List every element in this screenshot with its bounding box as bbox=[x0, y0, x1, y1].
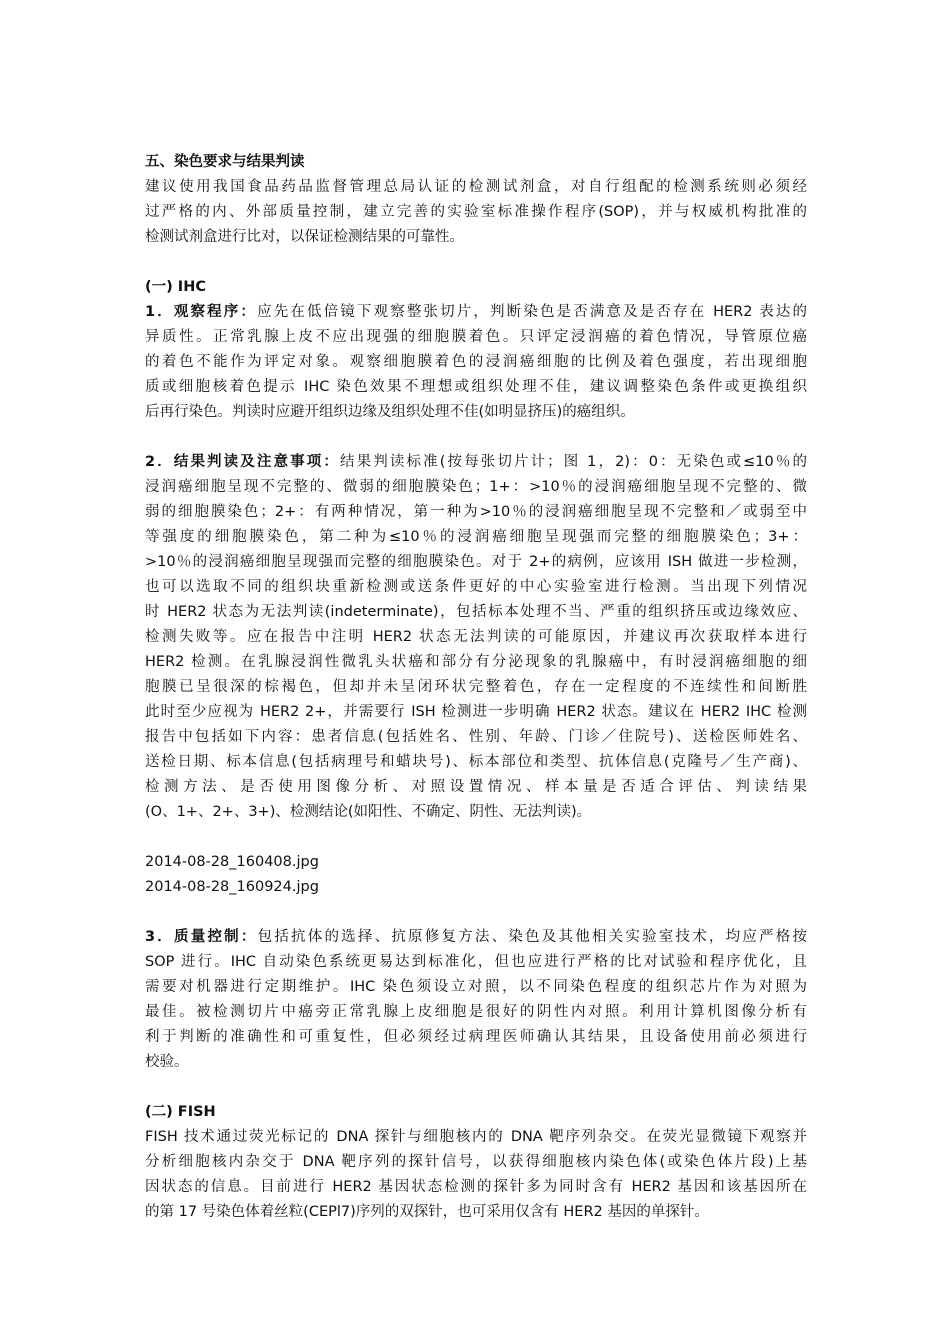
paragraph-line: 胞膜已呈很深的棕褐色，但却并未呈闭环状完整着色，存在一定程度的不连续性和间断胜 bbox=[145, 679, 807, 695]
paragraph-line: 弱的细胞膜染色；2+：有两种情况，第一种为>10％的浸润癌细胞呈现不完整和／或弱至中 bbox=[145, 504, 807, 520]
paragraph-line: 建议使用我国食品药品监督管理总局认证的检测试剂盒，对自行组配的检测系统则必须经 bbox=[145, 179, 807, 195]
paragraph-line: 时 HER2 状态为无法判读(indeterminate)，包括标本处理不当、严重的组织挤压或边缘效应、 bbox=[145, 604, 807, 620]
paragraph-line: 此时至少应视为 HER2 2+，并需要行 ISH 检测进一步明确 HER2 状态。建议在 HER2 IHC 检测 bbox=[145, 704, 807, 720]
paragraph-line: 检测试剂盒进行比对，以保证检测结果的可靠性。 bbox=[145, 229, 464, 245]
paragraph-line: SOP 进行。IHC 自动染色系统更易达到标准化，但也应进行严格的比对试验和程序优化，且 bbox=[145, 954, 807, 970]
paragraph-line: 报告中包括如下内容：患者信息(包括姓名、性别、年龄、门诊／住院号)、送检医师姓名、 bbox=[145, 729, 807, 745]
paragraph-line: 分析细胞核内杂交于 DNA 靶序列的探针信号，以获得细胞核内染色体(或染色体片段)上基 bbox=[145, 1154, 807, 1170]
paragraph-line: 需要对机器进行定期维护。IHC 染色须设立对照，以不同染色程度的组织芯片作为对照为 bbox=[145, 979, 807, 995]
ihc-p1-first: 应先在低倍镜下观察整张切片，判断染色是否满意及是否存在 HER2 表达的 bbox=[257, 304, 807, 320]
document-page bbox=[145, 150, 807, 1225]
ihc-p2-lead: 2．结果判读及注意事项： bbox=[145, 454, 340, 470]
paragraph-line bbox=[145, 300, 807, 325]
paragraph-line bbox=[145, 925, 807, 950]
paragraph-line bbox=[145, 450, 807, 475]
paragraph-line: 检测方法、是否使用图像分析、对照设置情况、样本量是否适合评估、判读结果 bbox=[145, 779, 807, 795]
fish-heading: (二) FISH bbox=[145, 1104, 216, 1120]
image-filename: 2014-08-28_160924.jpg bbox=[145, 879, 319, 895]
paragraph-line: 检测失败等。应在报告中注明 HER2 状态无法判读的可能原因，并建议再次获取样本进行 bbox=[145, 629, 807, 645]
ihc-p2-first: 结果判读标准(按每张切片计；图 1，2)：0：无染色或≤10％的 bbox=[340, 454, 807, 470]
paragraph-line: 浸润癌细胞呈现不完整的、微弱的细胞膜染色；1+：>10％的浸润癌细胞呈现不完整的、微 bbox=[145, 479, 807, 495]
paragraph-line: 等强度的细胞膜染色，第二种为≤10％的浸润癌细胞呈现强而完整的细胞膜染色；3+： bbox=[145, 529, 807, 545]
paragraph-line: 后再行染色。判读时应避开组织边缘及组织处理不佳(如明显挤压)的癌组织。 bbox=[145, 404, 635, 420]
paragraph-line: 过严格的内、外部质量控制，建立完善的实验室标准操作程序(SOP)，并与权威机构批准的 bbox=[145, 204, 807, 220]
paragraph-line: FISH 技术通过荧光标记的 DNA 探针与细胞核内的 DNA 靶序列杂交。在荧光显微镜下观察并 bbox=[145, 1129, 807, 1145]
paragraph-line: >10％的浸润癌细胞呈现强而完整的细胞膜染色。对于 2+的病例，应该用 ISH 做进一步检测， bbox=[145, 554, 807, 570]
ihc-p3-first: 包括抗体的选择、抗原修复方法、染色及其他相关实验室技术，均应严格按 bbox=[257, 929, 807, 945]
image-filename: 2014-08-28_160408.jpg bbox=[145, 854, 319, 870]
paragraph-line: 送检日期、标本信息(包括病理号和蜡块号)、标本部位和类型、抗体信息(克隆号／生产商)、 bbox=[145, 754, 807, 770]
paragraph-line: (O、1+、2+、3+)、检测结论(如阳性、不确定、阴性、无法判读)。 bbox=[145, 804, 592, 820]
paragraph-line: 校验。 bbox=[145, 1054, 189, 1070]
paragraph-line: 利于判断的准确性和可重复性，但必须经过病理医师确认其结果，且设备使用前必须进行 bbox=[145, 1029, 807, 1045]
paragraph-line: 最佳。被检测切片中癌旁正常乳腺上皮细胞是很好的阴性内对照。利用计算机图像分析有 bbox=[145, 1004, 807, 1020]
ihc-p1-lead: 1．观察程序： bbox=[145, 304, 258, 320]
paragraph-line: HER2 检测。在乳腺浸润性微乳头状癌和部分有分泌现象的乳腺癌中，有时浸润癌细胞的细 bbox=[145, 654, 807, 670]
paragraph-line: 质或细胞核着色提示 IHC 染色效果不理想或组织处理不佳，建议调整染色条件或更换组织 bbox=[145, 379, 807, 395]
paragraph-line: 的着色不能作为评定对象。观察细胞膜着色的浸润癌细胞的比例及着色强度，若出现细胞 bbox=[145, 354, 807, 370]
paragraph-line: 因状态的信息。目前进行 HER2 基因状态检测的探针多为同时含有 HER2 基因和该基因所在 bbox=[145, 1179, 807, 1195]
section-title: 五、染色要求与结果判读 bbox=[145, 154, 305, 170]
paragraph-line: 异质性。正常乳腺上皮不应出现强的细胞膜着色。只评定浸润癌的着色情况，导管原位癌 bbox=[145, 329, 807, 345]
ihc-p3-lead: 3．质量控制： bbox=[145, 929, 258, 945]
paragraph-line: 的第 17 号染色体着丝粒(CEPl7)序列的双探针，也可采用仅含有 HER2 基因的单探针。 bbox=[145, 1204, 709, 1220]
paragraph-line: 也可以选取不同的组织块重新检测或送条件更好的中心实验室进行检测。当出现下列情况 bbox=[145, 579, 807, 595]
ihc-heading: (一) IHC bbox=[145, 279, 206, 295]
